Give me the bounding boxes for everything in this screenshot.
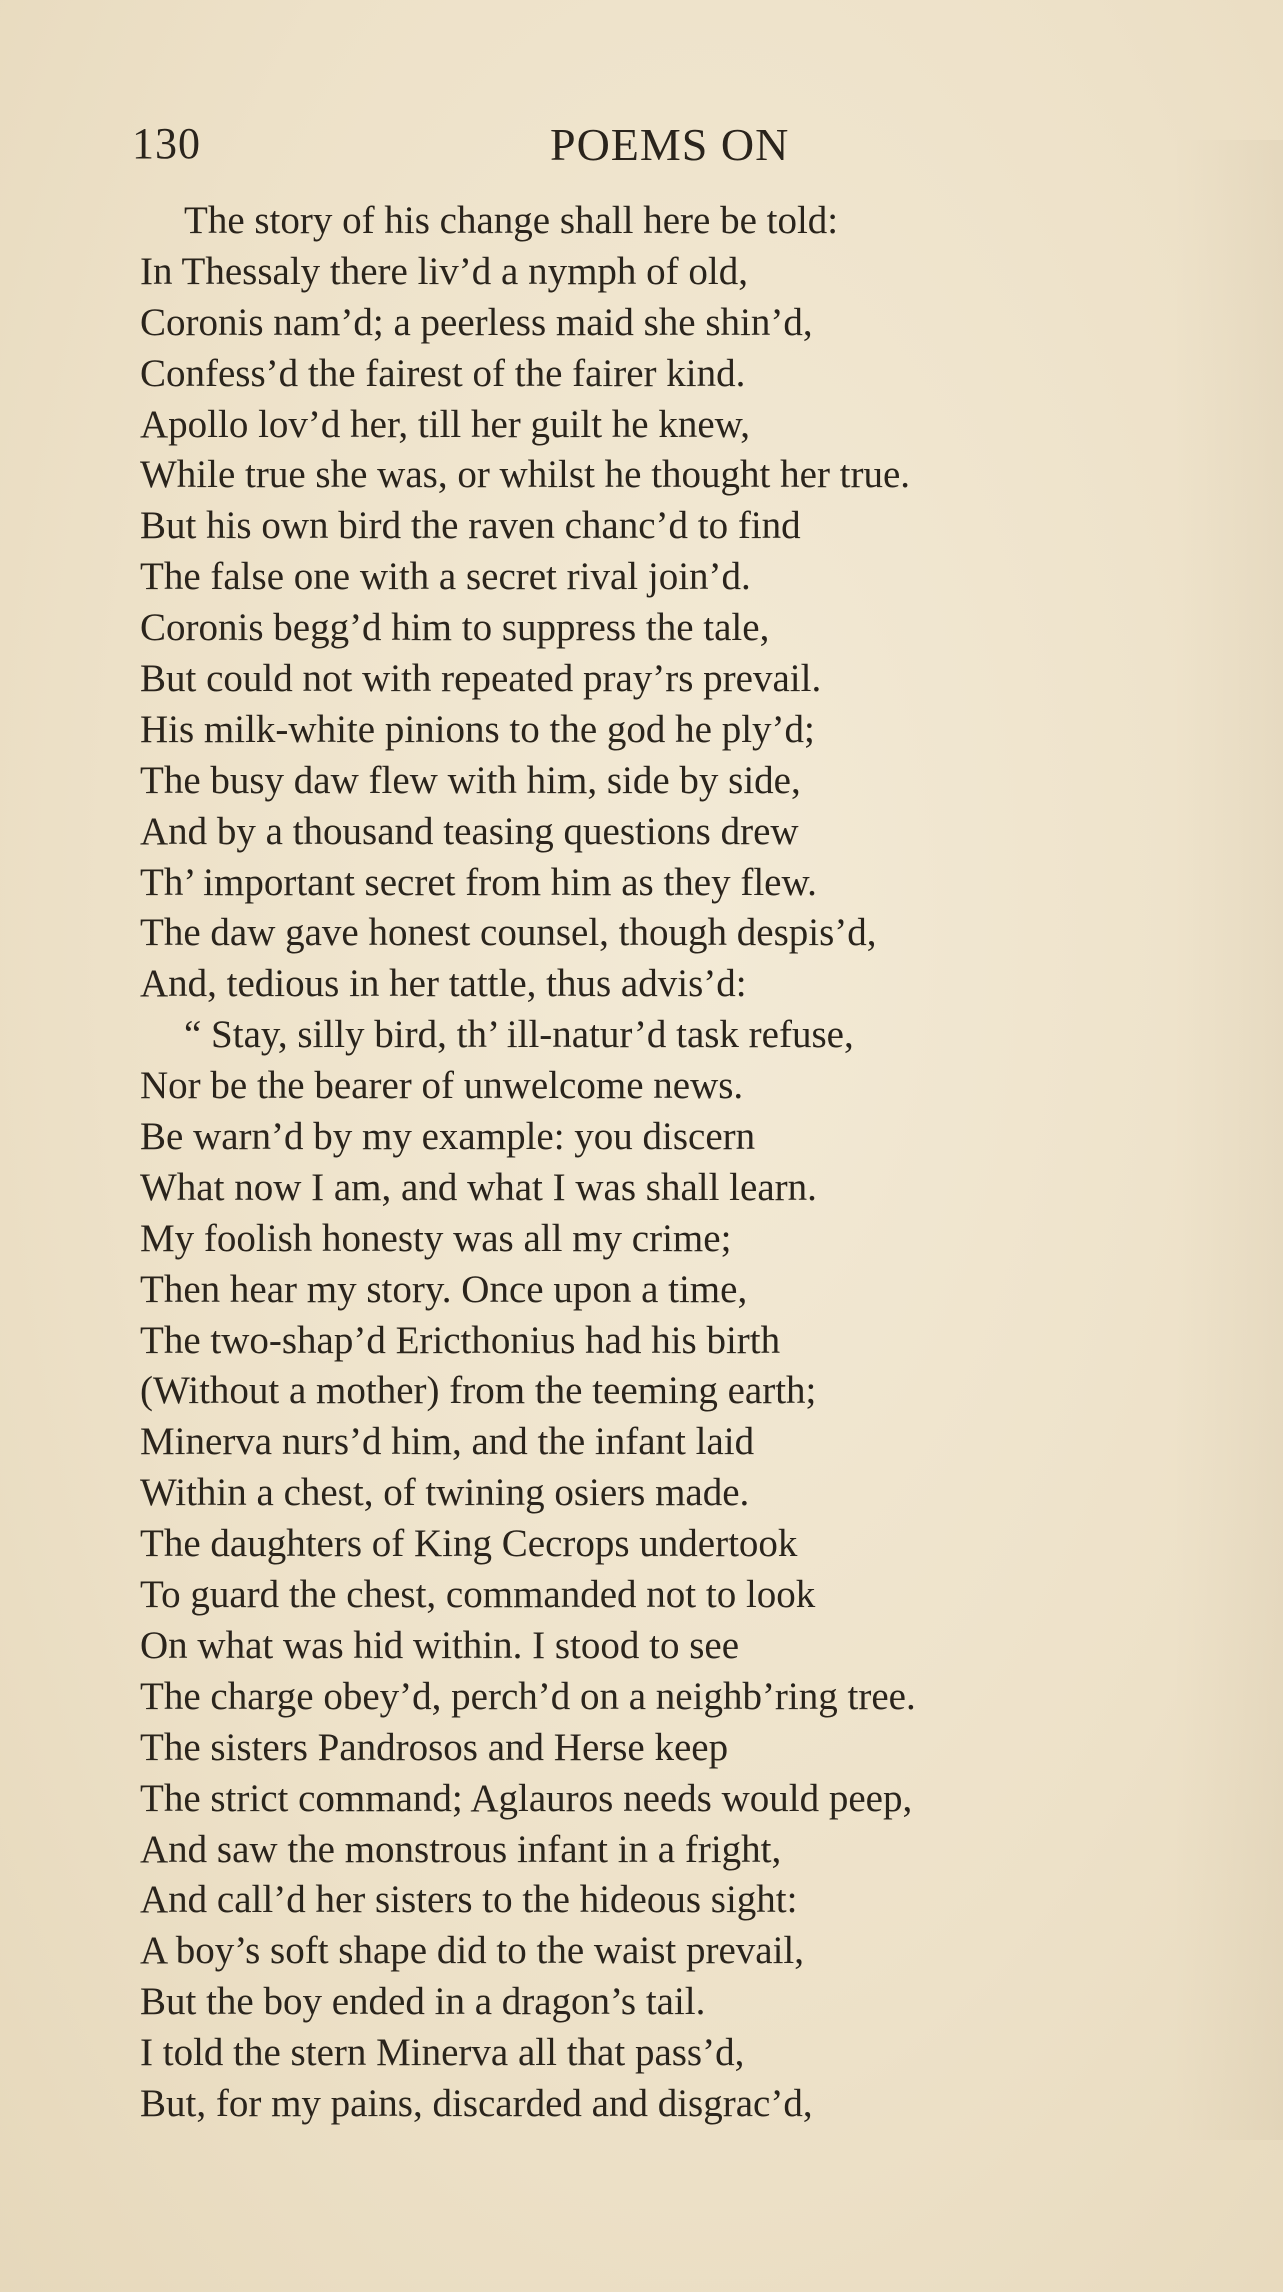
poem-line: The busy daw flew with him, side by side, [140, 758, 801, 802]
poem-line: Within a chest, of twining osiers made. [140, 1471, 750, 1515]
poem-line: To guard the chest, commanded not to look [140, 1573, 816, 1617]
page-number: 130 [132, 119, 201, 168]
poem-line: The daw gave honest counsel, though despis’d, [140, 911, 877, 955]
poem-line: The false one with a secret rival join’d. [140, 555, 751, 599]
poem-text [140, 196, 1260, 2130]
poem-line: But the boy ended in a dragon’s tail. [140, 1980, 706, 2024]
poem-line: Coronis begg’d him to suppress the tale, [140, 606, 770, 650]
poem-line: Confess’d the fairest of the fairer kind. [140, 351, 746, 395]
poem-line: The strict command; Aglauros needs would peep, [140, 1776, 913, 1820]
poem-line: But could not with repeated pray’rs prevail. [140, 657, 822, 701]
poem-line: A boy’s soft shape did to the waist prevail, [140, 1929, 804, 1973]
poem-line: The two-shap’d Ericthonius had his birth [140, 1318, 781, 1362]
poem-line: The daughters of King Cecrops undertook [140, 1522, 798, 1566]
poem-line: The sisters Pandrosos and Herse keep [140, 1725, 729, 1769]
poem-line: Nor be the bearer of unwelcome news. [140, 1064, 744, 1108]
poem-line: And saw the monstrous infant in a fright, [140, 1827, 782, 1871]
page-header [132, 118, 852, 178]
poem-line: Coronis nam’d; a peerless maid she shin’d, [140, 300, 813, 344]
poem-line: On what was hid within. I stood to see [140, 1623, 740, 1667]
poem-line: I told the stern Minerva all that pass’d, [140, 2031, 745, 2075]
poem-line: And by a thousand teasing questions drew [140, 809, 799, 853]
poem-line: In Thessaly there liv’d a nymph of old, [140, 249, 748, 293]
poem-line: But, for my pains, discarded and disgrac’d, [140, 2081, 813, 2125]
poem-line: But his own bird the raven chanc’d to find [140, 504, 801, 548]
poem-line: Minerva nurs’d him, and the infant laid [140, 1420, 755, 1464]
poem-line: Be warn’d by my example: you discern [140, 1115, 756, 1159]
poem-line: His milk-white pinions to the god he ply’d; [140, 707, 815, 751]
poem-line: The charge obey’d, perch’d on a neighb’ring tree. [140, 1674, 916, 1718]
poem-line: And, tedious in her tattle, thus advis’d: [140, 962, 747, 1006]
poem-line: (Without a mother) from the teeming earth; [140, 1369, 817, 1413]
poem-line: Apollo lov’d her, till her guilt he knew, [140, 402, 751, 446]
poem-line: Th’ important secret from him as they flew. [140, 860, 817, 904]
running-head: POEMS ON [550, 119, 790, 170]
poem-line: My foolish honesty was all my crime; [140, 1216, 732, 1260]
poem-line: “ Stay, silly bird, th’ ill-natur’d task refuse, [184, 1013, 854, 1057]
poem-line: The story of his change shall here be told: [184, 199, 839, 242]
poem-line: And call’d her sisters to the hideous sight: [140, 1878, 798, 1922]
poem-line: Then hear my story. Once upon a time, [140, 1267, 748, 1311]
poem-line: While true she was, or whilst he thought her true. [140, 453, 911, 497]
poem-line: What now I am, and what I was shall learn. [140, 1165, 817, 1209]
